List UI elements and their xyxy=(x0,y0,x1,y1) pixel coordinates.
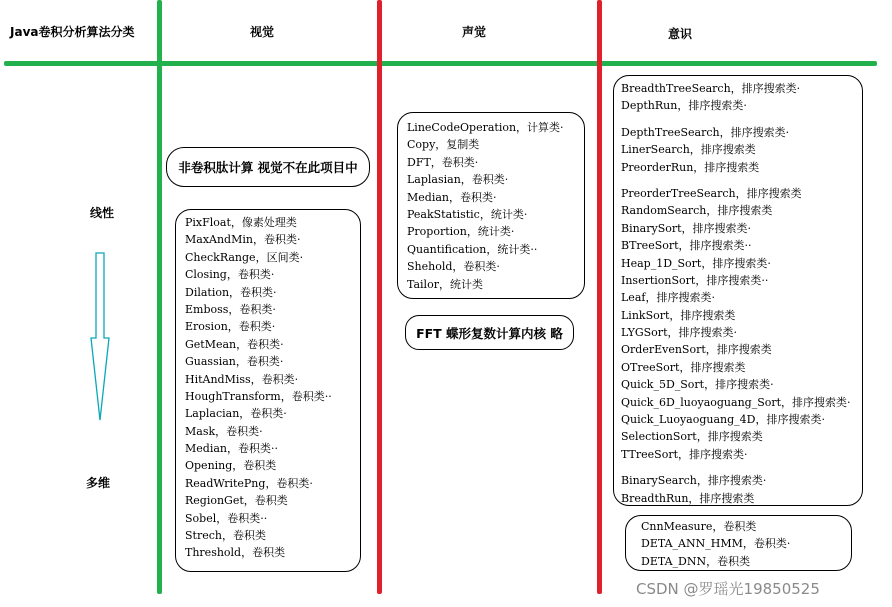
consciousness-algorithm-item: DepthTreeSearch，排序搜索类· xyxy=(621,125,790,139)
vision-algorithm-item: GetMean，卷积类· xyxy=(185,337,284,351)
audio-algorithm-item: DFT，卷积类· xyxy=(407,155,479,169)
consciousness-algorithm-item: Quick_6D_luoyaoguang_Sort，排序搜索类· xyxy=(621,395,851,409)
vision-algorithm-item: PixFloat，像素处理类 xyxy=(185,216,297,229)
consciousness-group xyxy=(621,124,862,176)
header-category: Java卷积分析算法分类 xyxy=(10,25,135,39)
header-divider xyxy=(4,61,877,66)
divider-audio xyxy=(377,0,382,594)
cnn-algorithm-box xyxy=(625,515,852,571)
vision-algorithm-item: MaxAndMin，卷积类· xyxy=(185,233,301,247)
consciousness-algorithm-item: Heap_1D_Sort，排序搜索类· xyxy=(621,256,771,270)
vision-algorithm-item: Threshold，卷积类 xyxy=(185,546,286,560)
consciousness-algorithm-item: BinarySort，排序搜索类· xyxy=(621,221,752,235)
vision-algorithm-box xyxy=(175,209,361,572)
audio-algorithm-item: Copy，复制类 xyxy=(407,138,480,152)
consciousness-algorithm-box xyxy=(613,75,863,506)
header-consciousness: 意识 xyxy=(668,27,693,41)
audio-algorithm-item: Proportion，统计类· xyxy=(407,225,515,239)
consciousness-algorithm-item: PreorderRun，排序搜索类 xyxy=(621,160,760,174)
consciousness-algorithm-item: LinerSearch，排序搜索类 xyxy=(621,143,756,157)
consciousness-algorithm-item: OrderEvenSort，排序搜索类 xyxy=(621,343,772,357)
audio-algorithm-box xyxy=(397,112,585,299)
vision-algorithm-item: Erosion，卷积类· xyxy=(185,320,276,334)
vision-algorithm-item: HitAndMiss，卷积类· xyxy=(185,372,299,386)
fft-note-text: FFT 蝶形复数计算内核 略 xyxy=(416,325,563,341)
consciousness-algorithm-item: PreorderTreeSearch，排序搜索类 xyxy=(621,186,802,200)
vision-algorithm-item: Mask，卷积类· xyxy=(185,424,263,438)
consciousness-algorithm-item: TTreeSort，排序搜索类· xyxy=(621,447,748,461)
vision-algorithm-item: ReadWritePng，卷积类· xyxy=(185,476,313,490)
consciousness-algorithm-item: BreadthRun，排序搜索类 xyxy=(621,491,755,505)
vision-algorithm-item: Closing，卷积类· xyxy=(185,268,275,282)
consciousness-group xyxy=(621,472,862,507)
consciousness-algorithm-item: BinarySearch，排序搜索类· xyxy=(621,474,767,488)
vision-algorithm-item: Strech，卷积类 xyxy=(185,529,266,543)
down-arrow-icon xyxy=(88,250,112,425)
fft-note xyxy=(405,315,574,350)
consciousness-algorithm-item: RandomSearch，排序搜索类 xyxy=(621,204,773,218)
watermark: CSDN @罗瑶光19850525 xyxy=(636,580,820,598)
consciousness-algorithm-item: BreadthTreeSearch，排序搜索类· xyxy=(621,82,801,95)
consciousness-algorithm-item: Quick_5D_Sort，排序搜索类· xyxy=(621,378,774,392)
audio-algorithm-item: Median，卷积类· xyxy=(407,190,497,204)
consciousness-algorithm-item: Leaf，排序搜索类· xyxy=(621,291,715,305)
vision-algorithm-item: Laplacian，卷积类· xyxy=(185,407,287,421)
consciousness-algorithm-item: InsertionSort，排序搜索类·· xyxy=(621,273,769,287)
vision-algorithm-item: Emboss，卷积类· xyxy=(185,302,276,316)
vision-note-text: 非卷积肽计算 视觉不在此项目中 xyxy=(178,160,358,175)
audio-algorithm-item: Quantification，统计类·· xyxy=(407,242,538,256)
vision-note xyxy=(166,147,370,187)
vision-algorithm-item: HoughTransform，卷积类·· xyxy=(185,389,332,403)
cnn-algorithm-list xyxy=(641,518,851,570)
vision-algorithm-item: Median，卷积类·· xyxy=(185,442,278,456)
consciousness-algorithm-item: Quick_Luoyaoguang_4D，排序搜索类· xyxy=(621,413,825,427)
header-audio: 声觉 xyxy=(462,25,487,39)
header-vision: 视觉 xyxy=(250,25,275,39)
consciousness-algorithm-item: DepthRun，排序搜索类· xyxy=(621,99,747,113)
row-label-multi: 多维 xyxy=(86,476,111,490)
vision-algorithm-item: CheckRange，区间类· xyxy=(185,250,304,264)
vision-algorithm-item: Sobel，卷积类·· xyxy=(185,511,268,525)
row-label-linear: 线性 xyxy=(90,206,115,220)
audio-algorithm-item: LineCodeOperation，计算类· xyxy=(407,121,564,134)
consciousness-algorithm-item: BTreeSort，排序搜索类·· xyxy=(621,239,752,253)
audio-algorithm-item: Laplasian，卷积类· xyxy=(407,173,509,187)
consciousness-algorithm-list xyxy=(621,80,862,507)
audio-algorithm-item: PeakStatistic，统计类· xyxy=(407,207,528,221)
consciousness-algorithm-item: LYGSort，排序搜索类· xyxy=(621,326,737,340)
consciousness-algorithm-item: SelectionSort，排序搜索类 xyxy=(621,430,763,444)
vision-algorithm-item: Opening，卷积类 xyxy=(185,459,277,473)
divider-consciousness xyxy=(597,0,602,594)
divider-vision xyxy=(157,0,162,594)
cnn-algorithm-item: DETA_ANN_HMM，卷积类· xyxy=(641,537,791,551)
vision-algorithm-item: Guassian，卷积类· xyxy=(185,355,284,369)
vision-algorithm-list xyxy=(185,214,360,562)
consciousness-algorithm-item: OTreeSort，排序搜索类 xyxy=(621,360,746,374)
consciousness-algorithm-item: LinkSort，排序搜索类 xyxy=(621,308,736,322)
vision-algorithm-item: RegionGet，卷积类 xyxy=(185,494,288,508)
consciousness-group xyxy=(621,80,862,115)
audio-algorithm-list xyxy=(407,119,584,293)
cnn-algorithm-item: CnnMeasure，卷积类 xyxy=(641,520,757,533)
audio-algorithm-item: Shehold，卷积类· xyxy=(407,260,500,274)
vision-algorithm-item: Dilation，卷积类· xyxy=(185,285,277,299)
audio-algorithm-item: Tailor，统计类 xyxy=(407,277,483,291)
consciousness-group xyxy=(621,185,862,463)
cnn-algorithm-item: DETA_DNN，卷积类 xyxy=(641,554,751,568)
